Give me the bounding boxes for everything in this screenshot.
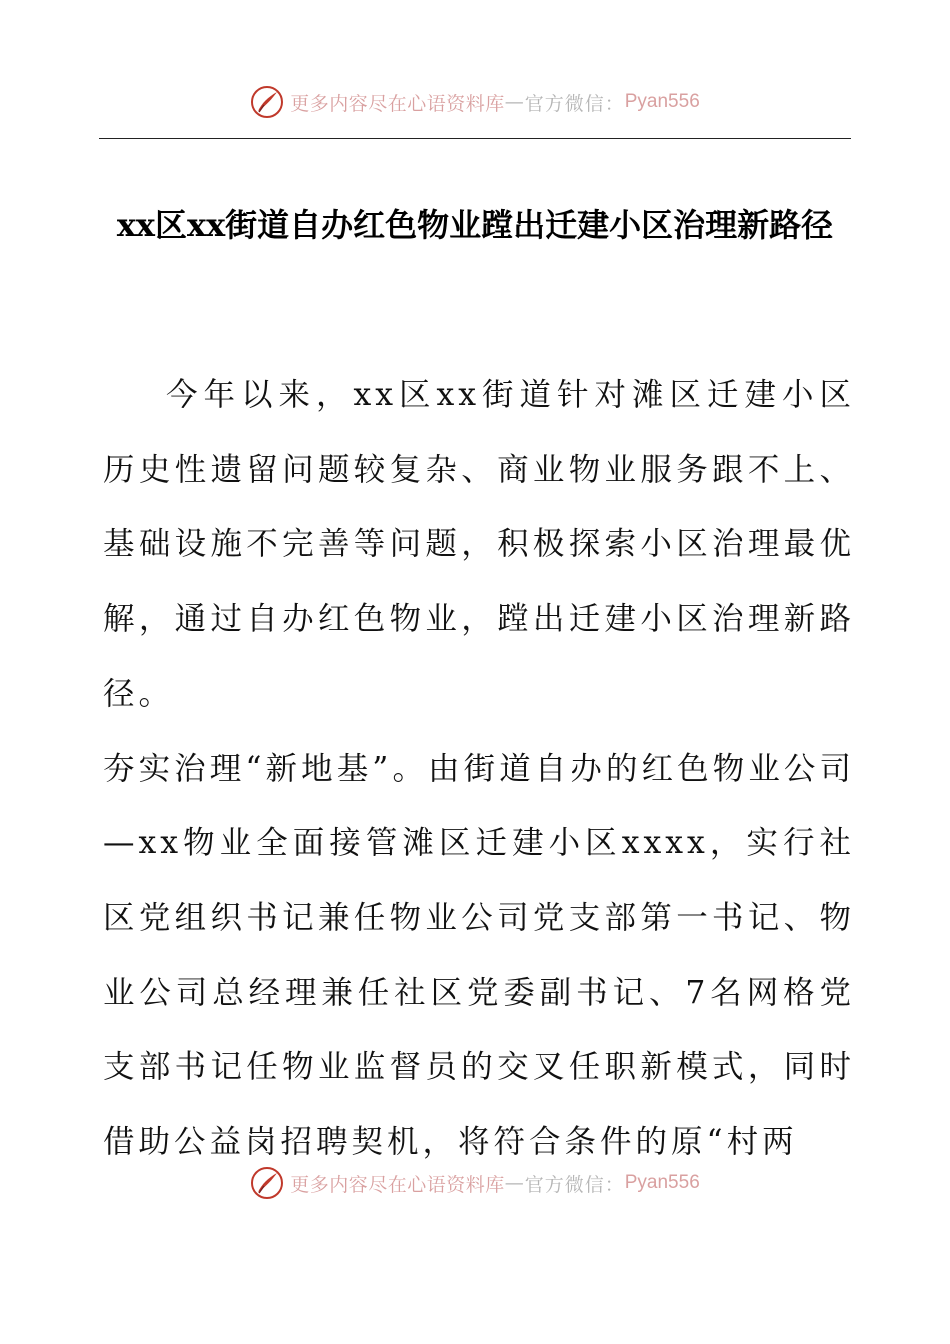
- wechat-label: 官方微信：: [524, 92, 625, 115]
- brand-text: 更多内容尽在心语资料库: [290, 92, 505, 115]
- feather-pen-icon: [250, 85, 284, 119]
- wechat-label: 官方微信：: [524, 1173, 625, 1196]
- document-body: [103, 358, 855, 1180]
- header-divider: [99, 138, 851, 139]
- paragraph: 夯实治理“新地基”。由街道自办的红色物业公司—xx物业全面接管滩区迁建小区xxxx，实行社区党组织书记兼任物业公司党支部第一书记、物业公司总经理兼任社区党委副书记、7名网格党支部书记任物业监督员的交叉任职新模式，同时借助公益岗招聘契机，将符合条件的原“村两: [103, 750, 855, 1161]
- separator: —: [504, 1172, 525, 1194]
- wechat-id: Pyan556: [624, 1172, 700, 1193]
- footer-banner: [0, 1163, 950, 1203]
- document-title: xx区xx街道自办红色物业蹚出迁建小区治理新路径: [116, 206, 834, 244]
- paragraph: 今年以来，xx区xx街道针对滩区迁建小区历史性遗留问题较复杂、商业物业服务跟不上、基础设施不完善等问题，积极探索小区治理最优解，通过自办红色物业，蹚出迁建小区治理新路径。: [103, 377, 855, 712]
- header-banner: [0, 82, 950, 122]
- brand-text: 更多内容尽在心语资料库: [290, 1173, 505, 1196]
- separator: —: [504, 91, 525, 113]
- feather-pen-icon: [250, 1166, 284, 1200]
- wechat-id: Pyan556: [624, 91, 700, 112]
